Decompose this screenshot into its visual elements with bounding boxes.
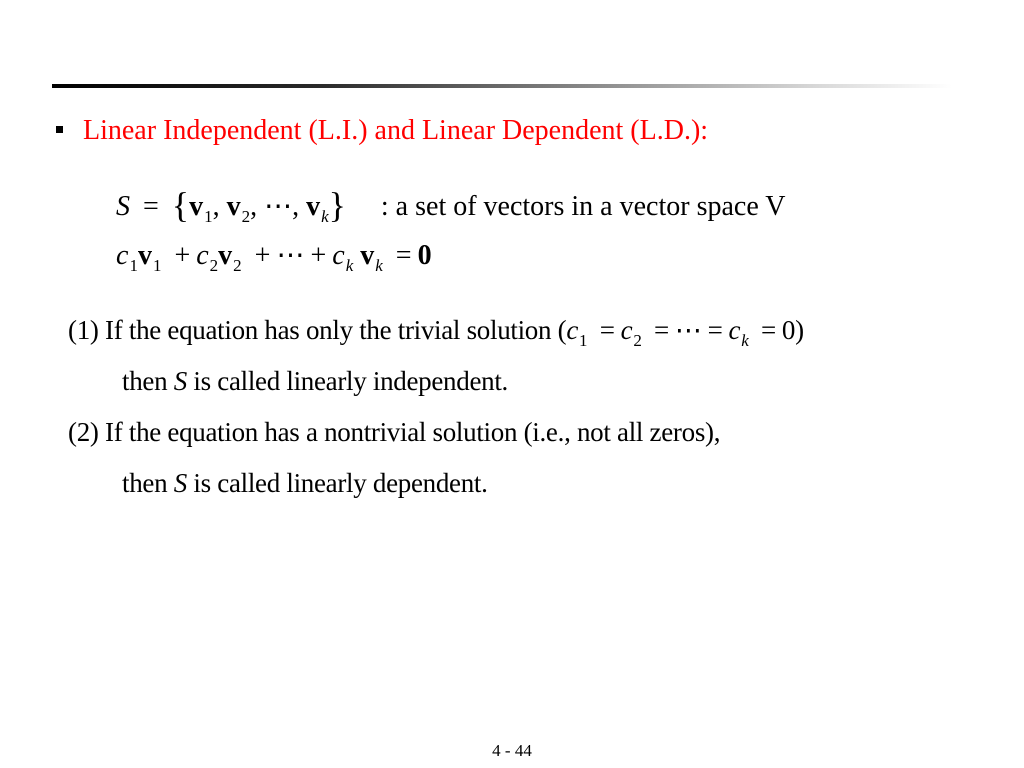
subscript: k xyxy=(321,207,329,226)
condition-1-text: (1) If the equation has only the trivial solution ( xyxy=(68,315,567,345)
subscript: 2 xyxy=(209,256,219,275)
plus-sign: + xyxy=(254,240,271,271)
coefficient-ck: c xyxy=(332,240,345,271)
coefficient-ck: c xyxy=(728,315,741,345)
vector-v1: v xyxy=(137,240,152,271)
vector-v2: v xyxy=(218,240,233,271)
ellipsis: ⋯ xyxy=(264,191,293,222)
left-brace: { xyxy=(171,185,190,225)
condition-1-conclusion xyxy=(122,364,508,398)
zero-vector: 0 xyxy=(417,240,432,271)
equals-sign: = xyxy=(395,240,412,271)
square-bullet-icon xyxy=(56,126,63,133)
condition-2-conclusion xyxy=(122,466,488,500)
equals-sign: = xyxy=(707,315,723,345)
subscript: k xyxy=(741,331,749,350)
plus-sign: + xyxy=(174,240,191,271)
set-symbol: S xyxy=(173,468,187,498)
then-word: then xyxy=(122,468,174,498)
coefficient-c1: c xyxy=(566,315,579,345)
heading-text: Linear Independent (L.I.) and Linear Dependent (L.D.): xyxy=(83,115,709,146)
coefficient-c2: c xyxy=(196,240,209,271)
subscript: 1 xyxy=(579,331,588,350)
condition-1 xyxy=(68,313,804,351)
equals-sign: = xyxy=(143,191,159,222)
conclusion-text: is called linearly independent. xyxy=(193,366,508,396)
set-symbol: S xyxy=(116,191,130,222)
conclusion-text: is called linearly dependent. xyxy=(193,468,488,498)
title-divider xyxy=(52,84,952,88)
then-word: then xyxy=(122,366,174,396)
subscript: 1 xyxy=(152,256,162,275)
equals-sign: = xyxy=(653,315,669,345)
ellipsis: ⋯ xyxy=(276,240,305,271)
subscript: 2 xyxy=(633,331,642,350)
vector-v1: v xyxy=(189,191,204,222)
subscript: k xyxy=(345,256,354,275)
page-number: 4 - 44 xyxy=(492,741,532,760)
condition-2-text: (2) If the equation has a nontrivial solution (i.e., not all zeros), xyxy=(68,417,721,447)
bullet-heading xyxy=(56,113,708,149)
set-symbol: S xyxy=(173,366,187,396)
vector-v2: v xyxy=(226,191,241,222)
plus-sign: + xyxy=(310,240,327,271)
subscript: 2 xyxy=(241,207,251,226)
set-definition: $S = \{v_1$, $v_2$, ⋯, $v_k$} : a set of vectors in a vector space V xyxy=(116,185,786,226)
ellipsis: ⋯ xyxy=(674,315,702,345)
equals-sign: = xyxy=(599,315,615,345)
set-description: : a set of vectors in a vector space V xyxy=(380,191,786,222)
linear-combination-equation xyxy=(116,238,432,277)
subscript: 2 xyxy=(233,256,242,275)
subscript: k xyxy=(375,256,383,275)
vector-vk: v xyxy=(360,240,375,271)
subscript: 1 xyxy=(204,207,213,226)
zero-value: 0 xyxy=(781,315,796,345)
vector-vk: v xyxy=(306,191,321,222)
coefficient-c1: c xyxy=(116,240,129,271)
equals-sign: = xyxy=(760,315,776,345)
condition-2 xyxy=(68,415,720,449)
right-brace: } xyxy=(328,185,346,225)
close-paren: ) xyxy=(795,315,804,345)
subscript: 1 xyxy=(129,256,138,275)
coefficient-c2: c xyxy=(620,315,633,345)
